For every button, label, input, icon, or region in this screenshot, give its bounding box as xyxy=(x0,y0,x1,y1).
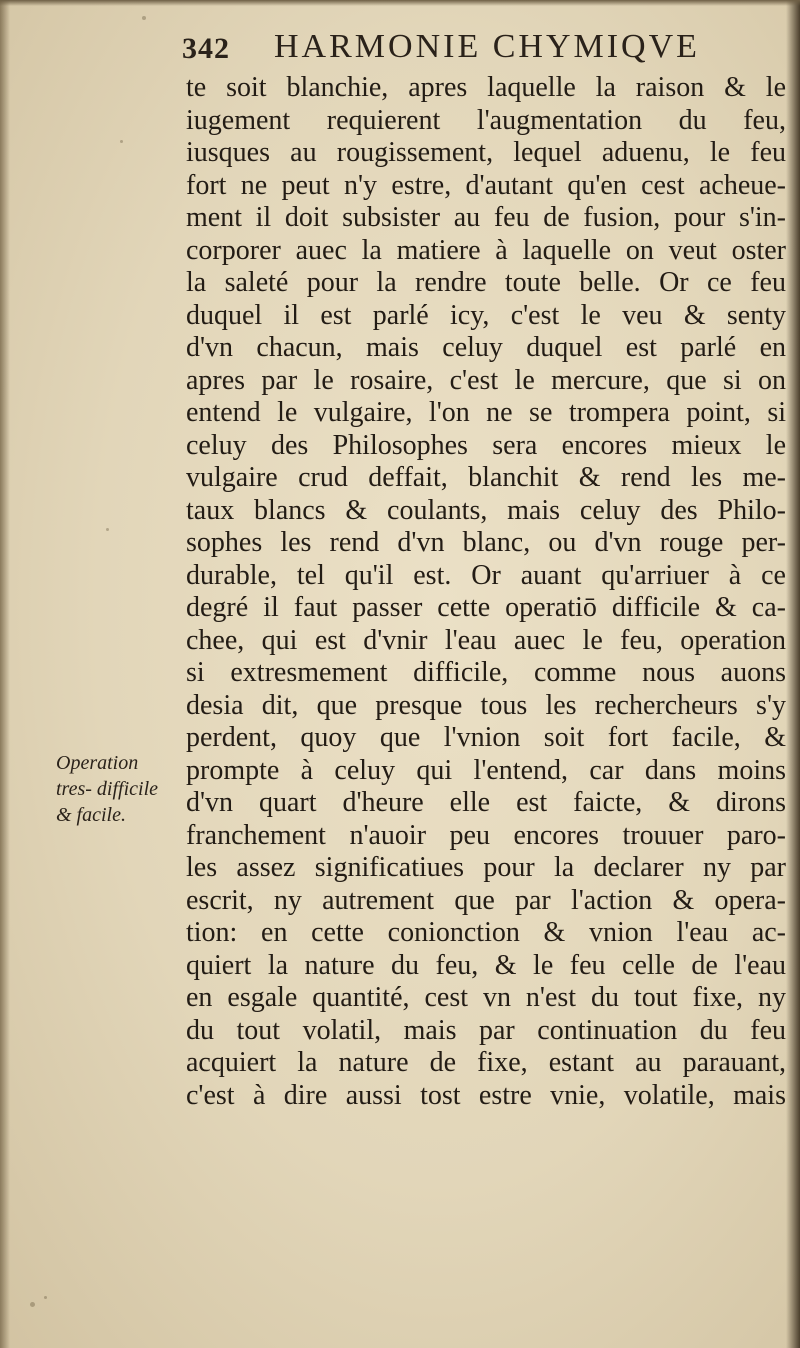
page-edge xyxy=(786,0,800,1348)
marginal-note xyxy=(56,750,186,828)
running-header xyxy=(182,26,782,72)
text-line: en esgale quantité, cest vn n'est du tout fixe, ny xyxy=(186,982,786,1013)
text-line: quiert la nature du feu, & le feu celle de l'eau xyxy=(186,949,786,981)
text-line: iusques au rougissement, lequel aduenu, le feu xyxy=(186,137,786,168)
body-text xyxy=(186,72,786,1112)
text-line: te soit blanchie, apres laquelle la raison & le xyxy=(186,72,786,103)
text-line: degré il faut passer cette operatiō difficile & ca- xyxy=(186,592,786,623)
text-line: si extresmement difficile, comme nous auons xyxy=(186,657,786,688)
text-line: c'est à dire aussi tost estre vnie, volatile, mais xyxy=(186,1079,786,1111)
text-line: d'vn quart d'heure elle est faicte, & dirons xyxy=(186,787,786,818)
text-line: duquel il est parlé icy, c'est le veu & senty xyxy=(186,299,786,331)
text-line: prompte à celuy qui l'entend, car dans moins xyxy=(186,754,786,786)
text-line: acquiert la nature de fixe, estant au parauant, xyxy=(186,1047,786,1078)
top-edge xyxy=(0,0,800,6)
text-line: les assez significatiues pour la declarer ny par xyxy=(186,852,786,883)
paper-speck xyxy=(30,1302,35,1307)
margin-note-line: & facile. xyxy=(56,804,126,826)
text-line: durable, tel qu'il est. Or auant qu'arriuer à ce xyxy=(186,559,786,591)
text-line: tion: en cette conionction & vnion l'eau ac- xyxy=(186,917,786,948)
paper-speck xyxy=(142,16,146,20)
text-line: celuy des Philosophes sera encores mieux le xyxy=(186,429,786,461)
text-line: franchement n'auoir peu encores trouuer paro- xyxy=(186,819,786,851)
text-line: desia dit, que presque tous les rechercheurs s'y xyxy=(186,689,786,721)
text-line: apres par le rosaire, c'est le mercure, que si on xyxy=(186,364,786,396)
margin-note-line: Operation xyxy=(56,752,139,774)
text-line: entend le vulgaire, l'on ne se trompera point, si xyxy=(186,397,786,428)
text-line: chee, qui est d'vnir l'eau auec le feu, operation xyxy=(186,624,786,656)
paper-speck xyxy=(106,528,109,531)
page-number: 342 xyxy=(182,32,230,65)
text-line: escrit, ny autrement que par l'action & opera- xyxy=(186,884,786,916)
text-line: corporer auec la matiere à laquelle on veut oster xyxy=(186,234,786,266)
text-line: ment il doit subsister au feu de fusion, pour s'in- xyxy=(186,202,786,233)
running-title: HARMONIE CHYMIQVE xyxy=(274,28,700,65)
text-line: fort ne peut n'y estre, d'autant qu'en cest acheue- xyxy=(186,169,786,201)
paper-speck xyxy=(120,140,123,143)
text-line: taux blancs & coulants, mais celuy des Philo- xyxy=(186,494,786,526)
text-line: perdent, quoy que l'vnion soit fort facile, & xyxy=(186,722,786,753)
text-line: iugement requierent l'augmentation du feu, xyxy=(186,104,786,136)
paper-speck xyxy=(44,1296,47,1299)
margin-note-line: tres- difficile xyxy=(56,778,159,800)
text-line: du tout volatil, mais par continuation du feu xyxy=(186,1014,786,1046)
text-line: vulgaire crud deffait, blanchit & rend les me- xyxy=(186,462,786,493)
text-line: d'vn chacun, mais celuy duquel est parlé en xyxy=(186,332,786,363)
text-line: sophes les rend d'vn blanc, ou d'vn rouge per- xyxy=(186,527,786,558)
text-line: la saleté pour la rendre toute belle. Or ce feu xyxy=(186,267,786,298)
gutter-shadow xyxy=(0,0,10,1348)
